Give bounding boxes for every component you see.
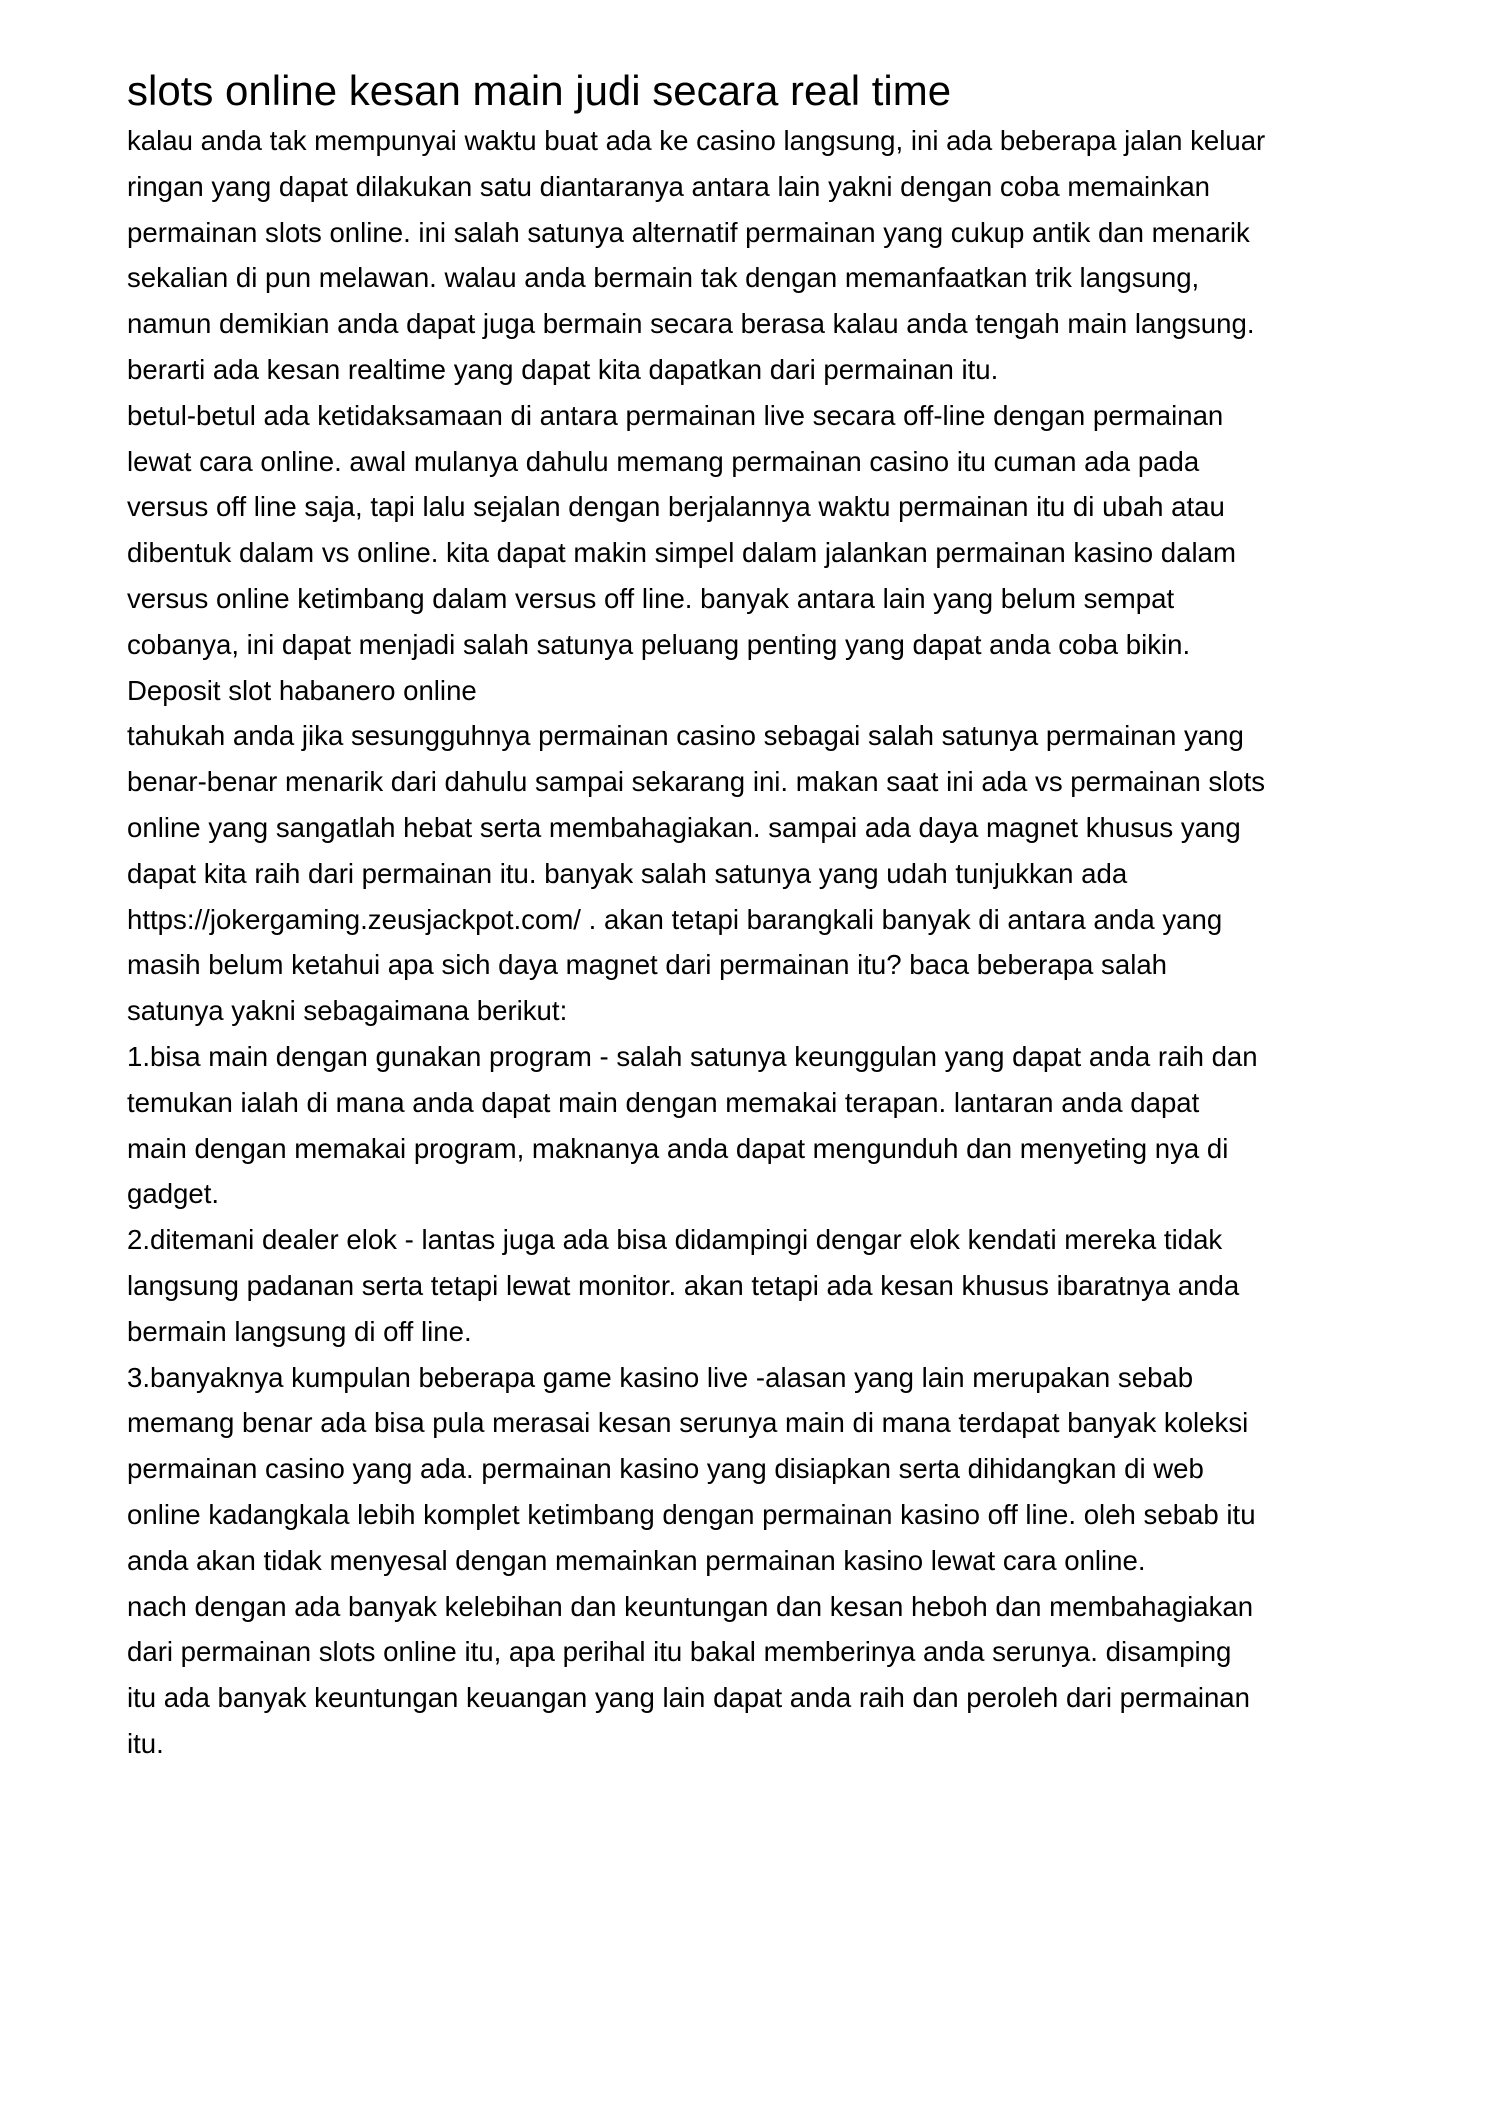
- text-line: temukan ialah di mana anda dapat main dengan memakai terapan. lantaran anda dapat: [127, 1086, 1200, 1118]
- document-body: [127, 118, 1407, 1767]
- text-line: satunya yakni sebagaimana berikut:: [127, 995, 568, 1027]
- document-page: [127, 66, 1407, 1767]
- text-line: kalau anda tak mempunyai waktu buat ada ke casino langsung, ini ada beberapa jalan keluar: [127, 125, 1266, 156]
- text-line: Deposit slot habanero online: [127, 674, 477, 706]
- text-line: dari permainan slots online itu, apa perihal itu bakal memberinya anda serunya. disamping: [127, 1636, 1232, 1668]
- text-line: versus online ketimbang dalam versus off line. banyak antara lain yang belum sempat: [127, 582, 1175, 614]
- text-line: online kadangkala lebih komplet ketimbang dengan permainan kasino off line. oleh sebab itu: [127, 1498, 1256, 1530]
- text-line: nach dengan ada banyak kelebihan dan keuntungan dan kesan heboh dan membahagiakan: [127, 1590, 1254, 1622]
- text-line: anda akan tidak menyesal dengan memainkan permainan kasino lewat cara online.: [127, 1544, 1146, 1576]
- text-line: langsung padanan serta tetapi lewat monitor. akan tetapi ada kesan khusus ibaratnya anda: [127, 1269, 1240, 1301]
- text-line: online yang sangatlah hebat serta membahagiakan. sampai ada daya magnet khusus yang: [127, 811, 1241, 843]
- text-line: sekalian di pun melawan. walau anda bermain tak dengan memanfaatkan trik langsung,: [127, 262, 1200, 294]
- text-line: betul-betul ada ketidaksamaan di antara permainan live secara off-line dengan permainan: [127, 399, 1224, 431]
- text-line: memang benar ada bisa pula merasai kesan serunya main di mana terdapat banyak koleksi: [127, 1407, 1249, 1439]
- text-line: versus off line saja, tapi lalu sejalan dengan berjalannya waktu permainan itu di ubah atau: [127, 491, 1225, 523]
- text-line: berarti ada kesan realtime yang dapat kita dapatkan dari permainan itu.: [127, 353, 999, 385]
- text-line: masih belum ketahui apa sich daya magnet dari permainan itu? baca beberapa salah: [127, 949, 1168, 981]
- text-line: namun demikian anda dapat juga bermain secara berasa kalau anda tengah main langsung.: [127, 308, 1255, 340]
- text-line: 2.ditemani dealer elok - lantas juga ada bisa didampingi dengar elok kendati mereka tidak: [127, 1224, 1223, 1256]
- text-line: dibentuk dalam vs online. kita dapat makin simpel dalam jalankan permainan kasino dalam: [127, 537, 1236, 569]
- text-line: dapat kita raih dari permainan itu. banyak salah satunya yang udah tunjukkan ada: [127, 857, 1128, 889]
- document-title: slots online kesan main judi secara real time: [127, 67, 952, 114]
- text-line: permainan slots online. ini salah satunya alternatif permainan yang cukup antik dan menarik: [127, 216, 1250, 248]
- text-line: cobanya, ini dapat menjadi salah satunya peluang penting yang dapat anda coba bikin.: [127, 628, 1191, 660]
- text-line: https://jokergaming.zeusjackpot.com/ . akan tetapi barangkali banyak di antara anda yang: [127, 903, 1223, 935]
- text-line: gadget.: [127, 1178, 220, 1210]
- text-line: ringan yang dapat dilakukan satu diantaranya antara lain yakni dengan coba memainkan: [127, 170, 1211, 202]
- text-line: tahukah anda jika sesungguhnya permainan casino sebagai salah satunya permainan yang: [127, 720, 1244, 752]
- text-line: 3.banyaknya kumpulan beberapa game kasino live -alasan yang lain merupakan sebab: [127, 1361, 1194, 1393]
- text-line: 1.bisa main dengan gunakan program - salah satunya keunggulan yang dapat anda raih dan: [127, 1040, 1258, 1072]
- text-line: itu ada banyak keuntungan keuangan yang lain dapat anda raih dan peroleh dari permainan: [127, 1682, 1251, 1714]
- text-line: main dengan memakai program, maknanya anda dapat mengunduh dan menyeting nya di: [127, 1132, 1229, 1164]
- text-line: itu.: [127, 1727, 164, 1759]
- text-line: benar-benar menarik dari dahulu sampai sekarang ini. makan saat ini ada vs permainan slots: [127, 766, 1266, 798]
- text-line: bermain langsung di off line.: [127, 1315, 472, 1347]
- text-line: permainan casino yang ada. permainan kasino yang disiapkan serta dihidangkan di web: [127, 1453, 1204, 1485]
- text-line: lewat cara online. awal mulanya dahulu memang permainan casino itu cuman ada pada: [127, 445, 1200, 477]
